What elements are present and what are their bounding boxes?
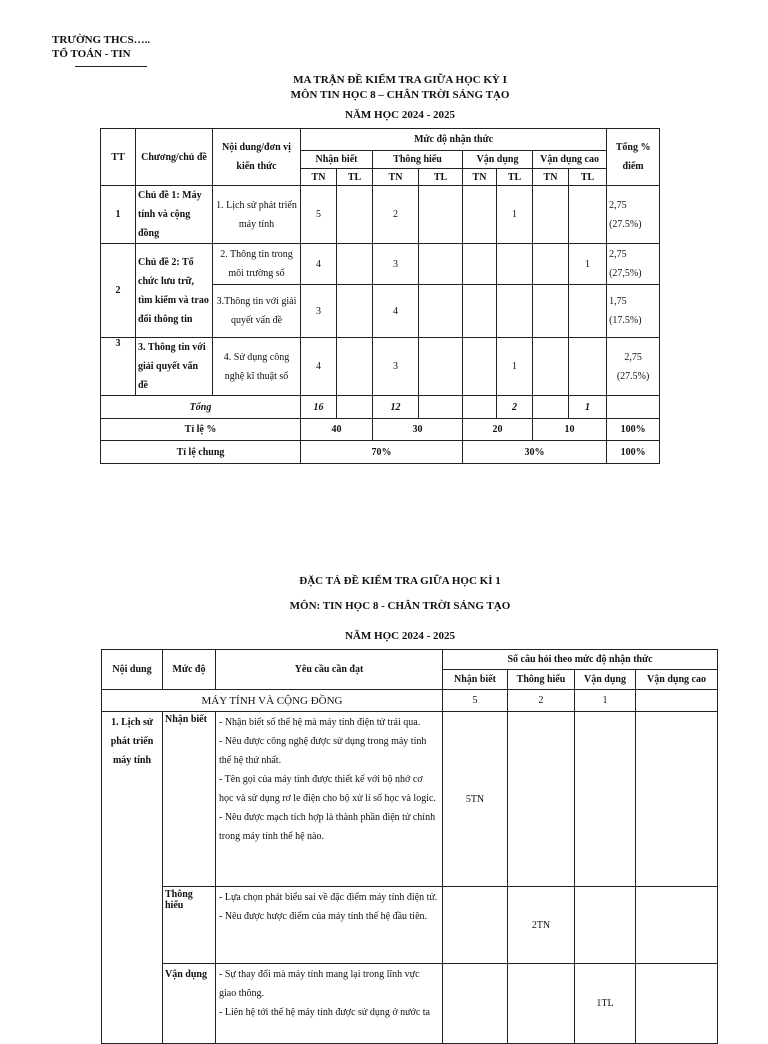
common-a: 70% bbox=[301, 441, 463, 464]
table-row bbox=[101, 244, 660, 285]
spec-level-vd: Vận dụng bbox=[163, 964, 216, 1044]
spec-header-th: Thông hiểu bbox=[508, 670, 575, 690]
spec-level-nb: Nhận biết bbox=[163, 712, 216, 887]
cell-vdc-tl: 1 bbox=[569, 244, 607, 285]
header-tn: TN bbox=[373, 169, 419, 186]
row-tt: 3 bbox=[101, 338, 136, 396]
cell-total: 1,75 (17.5%) bbox=[607, 285, 660, 338]
section-th: 2 bbox=[508, 690, 575, 712]
cell-vdc-tl bbox=[569, 285, 607, 338]
cell-vdc-tl bbox=[569, 186, 607, 244]
header-total: Tổng % điểm bbox=[607, 129, 660, 186]
cell-total: 2,75 (27.5%) bbox=[607, 338, 660, 396]
row-content: 4. Sử dụng công nghệ kĩ thuật số bbox=[213, 338, 301, 396]
cell-nb-tn: 5 bbox=[301, 186, 337, 244]
header-tl: TL bbox=[497, 169, 533, 186]
row-chapter: Chủ đề 1: Máy tính và cộng đồng bbox=[136, 186, 213, 244]
spec-subtitle: MÔN: TIN HỌC 8 - CHÂN TRỜI SÁNG TẠO bbox=[289, 600, 511, 612]
cell-vd-tl: 1 bbox=[497, 338, 533, 396]
spec-count-th: 2TN bbox=[508, 887, 575, 964]
ratio-row bbox=[101, 419, 660, 441]
ratio-vd: 20 bbox=[463, 419, 533, 441]
ratio-total: 100% bbox=[607, 419, 660, 441]
spec-title: ĐẶC TẢ ĐỀ KIỂM TRA GIỮA HỌC KÌ 1 bbox=[299, 575, 501, 587]
header-thong-hieu: Thông hiểu bbox=[373, 151, 463, 169]
cell-nb-tn: 4 bbox=[301, 338, 337, 396]
section-vd: 1 bbox=[575, 690, 636, 712]
row-content: 2. Thông tin trong môi trường số bbox=[213, 244, 301, 285]
ratio-th: 30 bbox=[373, 419, 463, 441]
common-total: 100% bbox=[607, 441, 660, 464]
spec-count-nb: 5TN bbox=[443, 712, 508, 887]
cell-th-tn: 3 bbox=[373, 338, 419, 396]
table-row bbox=[101, 186, 660, 244]
matrix-title: MA TRẬN ĐỀ KIỂM TRA GIỮA HỌC KỲ I bbox=[293, 74, 507, 86]
spec-count-vd: 1TL bbox=[575, 964, 636, 1044]
matrix-subtitle: MÔN TIN HỌC 8 – CHÂN TRỜI SÁNG TẠO bbox=[290, 89, 510, 101]
header-tl: TL bbox=[337, 169, 373, 186]
header-tn: TN bbox=[533, 169, 569, 186]
sum-row bbox=[101, 396, 660, 419]
table-row bbox=[102, 712, 718, 887]
spec-header-count: Số câu hỏi theo mức độ nhận thức bbox=[443, 650, 718, 670]
sum-label: Tổng bbox=[101, 396, 301, 419]
cell-th-tn: 3 bbox=[373, 244, 419, 285]
row-content: 1. Lịch sử phát triển máy tính bbox=[213, 186, 301, 244]
header-tl: TL bbox=[569, 169, 607, 186]
header-chapter: Chương/chủ đề bbox=[136, 129, 213, 186]
cell-total: 2,75 (27.5%) bbox=[607, 186, 660, 244]
group-name: TỔ TOÁN - TIN bbox=[52, 48, 131, 60]
header-tl: TL bbox=[419, 169, 463, 186]
school-header bbox=[52, 33, 150, 61]
spec-header-content: Nội dung bbox=[102, 650, 163, 690]
spec-level-th: Thông hiểu bbox=[163, 887, 216, 964]
matrix-table bbox=[100, 128, 660, 464]
row-chapter: 3. Thông tin với giải quyết vấn đề bbox=[136, 338, 213, 396]
school-name: TRƯỜNG THCS….. bbox=[52, 34, 151, 46]
common-b: 30% bbox=[463, 441, 607, 464]
cell-total: 2,75 (27,5%) bbox=[607, 244, 660, 285]
header-tn: TN bbox=[301, 169, 337, 186]
common-label: Tỉ lệ chung bbox=[101, 441, 301, 464]
ratio-nb: 40 bbox=[301, 419, 373, 441]
row-tt: 1 bbox=[101, 186, 136, 244]
ratio-label: Tỉ lệ % bbox=[101, 419, 301, 441]
cell-vd-tl bbox=[497, 244, 533, 285]
spec-req-th: - Lựa chọn phát biểu sai về đặc điểm máy tính điện tử. - Nêu được hược điểm của máy tính thế hệ đầu tiên. bbox=[216, 887, 443, 964]
ratio-vdc: 10 bbox=[533, 419, 607, 441]
cell-vd-tl bbox=[497, 285, 533, 338]
section-nb: 5 bbox=[443, 690, 508, 712]
spec-req-nb: - Nhận biết số thế hệ mà máy tính điện tử trải qua. - Nêu được công nghệ được sử dụng trong máy tính thế hệ thứ nhất. - Tên gọi của máy tính được thiết kế với bộ nhớ cơ học và sử dụng rơ le điện cho bộ xử lí số học và logic. - Nêu được mạch tích hợp là thành phần điện tử chính trong máy tính thế hệ nào. bbox=[216, 712, 443, 887]
section-row bbox=[102, 690, 718, 712]
spec-req-vd: - Sự thay đổi mà máy tính mang lại trong lĩnh vực giao thông. - Liên hệ tới thế hệ máy tính được sử dụng ở nước ta bbox=[216, 964, 443, 1044]
cell-nb-tn: 3 bbox=[301, 285, 337, 338]
row-chapter: Chủ đề 2: Tổ chức lưu trữ, tìm kiếm và trao đổi thông tin bbox=[136, 244, 213, 338]
spec-header-vd: Vận dụng bbox=[575, 670, 636, 690]
sum-vdc-tl: 1 bbox=[569, 396, 607, 419]
spec-header-nb: Nhận biết bbox=[443, 670, 508, 690]
sum-nb-tn: 16 bbox=[301, 396, 337, 419]
sum-vd-tl: 2 bbox=[497, 396, 533, 419]
cell-vd-tl: 1 bbox=[497, 186, 533, 244]
sum-th-tn: 12 bbox=[373, 396, 419, 419]
header-divider bbox=[75, 66, 147, 67]
table-row bbox=[101, 338, 660, 396]
header-level: Mức độ nhận thức bbox=[301, 129, 607, 151]
spec-header-vdc: Vận dụng cao bbox=[636, 670, 718, 690]
cell-nb-tn: 4 bbox=[301, 244, 337, 285]
matrix-year: NĂM HỌC 2024 - 2025 bbox=[345, 109, 455, 121]
header-tn: TN bbox=[463, 169, 497, 186]
spec-header-requirement: Yêu cầu cần đạt bbox=[216, 650, 443, 690]
row-content: 3.Thông tin với giải quyết vấn đề bbox=[213, 285, 301, 338]
spec-topic: 1. Lịch sử phát triển máy tính bbox=[102, 712, 163, 1044]
table-row bbox=[102, 887, 718, 964]
spec-table bbox=[101, 649, 718, 1044]
header-tt: TT bbox=[101, 129, 136, 186]
common-row bbox=[101, 441, 660, 464]
section-label: MÁY TÍNH VÀ CỘNG ĐỒNG bbox=[102, 690, 443, 712]
cell-vdc-tl bbox=[569, 338, 607, 396]
spec-year: NĂM HỌC 2024 - 2025 bbox=[345, 630, 455, 642]
header-nhan-biet: Nhận biết bbox=[301, 151, 373, 169]
cell-th-tn: 4 bbox=[373, 285, 419, 338]
header-van-dung: Vận dụng bbox=[463, 151, 533, 169]
header-van-dung-cao: Vận dụng cao bbox=[533, 151, 607, 169]
cell-th-tn: 2 bbox=[373, 186, 419, 244]
table-row bbox=[102, 964, 718, 1044]
header-content: Nội dung/đơn vị kiến thức bbox=[213, 129, 301, 186]
spec-header-level: Mức độ bbox=[163, 650, 216, 690]
row-tt: 2 bbox=[101, 244, 136, 338]
